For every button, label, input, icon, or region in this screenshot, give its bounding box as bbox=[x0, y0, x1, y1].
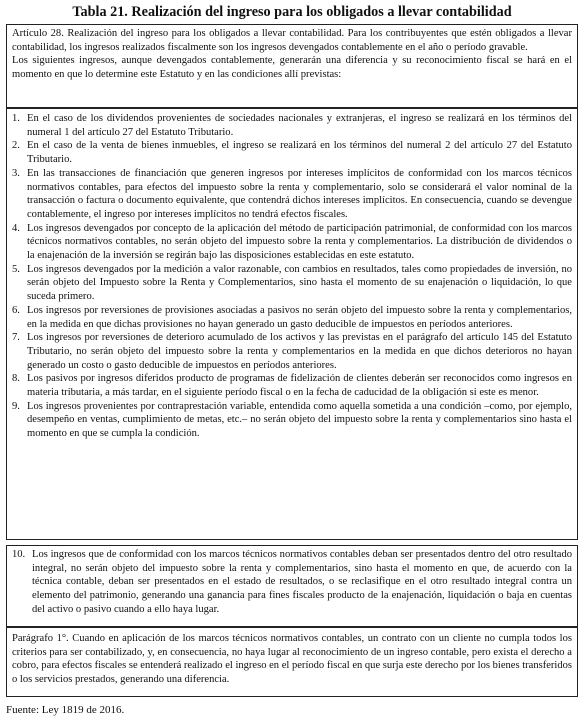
list-item bbox=[12, 548, 572, 617]
item-number: 9. bbox=[12, 400, 20, 412]
paragraph-box bbox=[6, 627, 578, 697]
list-item bbox=[12, 263, 572, 304]
list-item bbox=[12, 112, 572, 139]
list-item bbox=[12, 167, 572, 222]
table-title: Tabla 21. Realización del ingreso para los obligados a llevar contabilidad bbox=[72, 4, 512, 20]
item-number: 2. bbox=[12, 140, 20, 152]
item-10-box bbox=[6, 545, 578, 627]
list-item bbox=[12, 304, 572, 331]
list-item bbox=[12, 372, 572, 399]
item-text: Los pasivos por ingresos diferidos producto de programas de fidelización de clientes deberán ser reconocidos como ingresos en materia tributaria, a más tardar, en el siguiente período fiscal o en la fecha de caducidad de la obligación si este es menor. bbox=[27, 373, 572, 399]
item-text: En las transacciones de financiación que generen ingresos por intereses implícitos de conformidad con los marcos técnicos normativos contables, para efectos del impuesto sobre la renta y complementario, solo se considerará el valor nominal de la transacción o factura o documento equivalente, que contendrá dichos intereses implícitos. En consecuencia, cuando se devengue contablemente, el ingreso por intereses implícitos no tendrá efectos fiscales. bbox=[27, 167, 572, 220]
item-number: 5. bbox=[12, 263, 20, 275]
income-items-list bbox=[12, 112, 572, 441]
paragraph-text: Parágrafo 1°. Cuando en aplicación de los marcos técnicos normativos contables, un contrato con un cliente no cumpla todos los criterios para ser contabilizado, y, en consecuencia, no haya lugar al reconocimiento de un ingreso contable, pero exista el derecho a cobro, para efectos fiscales se entenderá realizado el ingreso en el período fiscal en que surja este derecho por los bienes transferidos o los servicios prestados, generando una diferencia. bbox=[12, 633, 572, 686]
item-text: Los ingresos por reversiones de deterioro acumulado de los activos y las previstas en el parágrafo del artículo 145 del Estatuto Tributario, no serán objeto del impuesto sobre la renta y complementarios en la medida en que dichos deterioros no hayan generado un costo o gasto deducible de impuestos en períodos anteriores. bbox=[27, 332, 572, 371]
item-number: 3. bbox=[12, 167, 20, 179]
article-heading-text: Artículo 28. Realización del ingreso para los obligados a llevar contabilidad. Para los contribuyentes que estén obligados a llevar contabilidad, los ingresos realizados fiscalmente son los ingresos devengados contablemente en el año o período gravable. bbox=[12, 28, 572, 53]
item-text: Los ingresos devengados por concepto de la aplicación del método de participación patrimonial, de conformidad con los marcos técnicos normativos contables, no serán objeto del impuesto sobre la renta y complementarios. La distribución de dividendos o la enajenación de la inversión se regirán bajo las disposiciones establecidas en este estatuto. bbox=[27, 222, 572, 262]
income-items-box bbox=[6, 108, 578, 540]
source-note: Fuente: Ley 1819 de 2016. bbox=[6, 704, 125, 716]
item-number: 8. bbox=[12, 373, 20, 385]
item-text: En el caso de la venta de bienes inmuebles, el ingreso se realizará en los términos del numeral 2 del artículo 27 del Estatuto Tributario. bbox=[27, 140, 572, 166]
item-text: Los ingresos provenientes por contraprestación variable, entendida como aquella sometida a una condición –como, por ejemplo, desempeño en ventas, cumplimiento de metas, etc.– no serán objeto del impuesto sobre la renta y complementarios sino hasta el momento en que se cumpla la condición. bbox=[27, 400, 572, 440]
item-text: Los ingresos devengados por la medición a valor razonable, con cambios en resultados, tales como propiedades de inversión, no serán objeto del Impuesto sobre la Renta y Complementarios, sino hasta el momento de su enajenación o liquidación, lo que suceda primero. bbox=[27, 263, 572, 303]
item-text: En el caso de los dividendos provenientes de sociedades nacionales y extranjeras, el ingreso se realizará en los términos del numeral 1 del artículo 27 del Estatuto Tributario. bbox=[27, 113, 572, 138]
item-number: 1. bbox=[12, 113, 20, 124]
article-intro-box bbox=[6, 24, 578, 108]
item-number: 6. bbox=[12, 304, 20, 316]
item-text: Los ingresos que de conformidad con los marcos técnicos normativos contables deban ser presentados dentro del otro resultado integral, no serán objeto del impuesto sobre la renta y complementarios, sino hasta el momento en que, de acuerdo con la técnica contable, deban ser presentados en el estado de resultados, o se reclasifique en el otro resultado integral contra un elemento del patrimonio, generando una ganancia para fines fiscales producto de la enajenación, liquidación o baja en cuentas del activo o pasivo cuando a ello haya lugar. bbox=[32, 549, 572, 615]
item-10-list bbox=[12, 548, 572, 617]
item-number: 7. bbox=[12, 332, 20, 344]
item-number: 4. bbox=[12, 222, 20, 234]
item-text: Los ingresos por reversiones de provisiones asociadas a pasivos no serán objeto del impuesto sobre la renta y complementarios, en la medida en que dichas provisiones no hayan generado un gasto deducible de impuestos en períodos anteriores. bbox=[27, 304, 572, 330]
list-item bbox=[12, 331, 572, 372]
list-item bbox=[12, 400, 572, 441]
article-intro-text: Los siguientes ingresos, aunque devengados contablemente, generarán una diferencia y su reconocimiento fiscal se hará en el momento en que lo determine este Estatuto y en las condiciones allí previstas: bbox=[12, 55, 572, 81]
list-item bbox=[12, 222, 572, 263]
list-item bbox=[12, 139, 572, 166]
item-number: 10. bbox=[12, 549, 26, 560]
